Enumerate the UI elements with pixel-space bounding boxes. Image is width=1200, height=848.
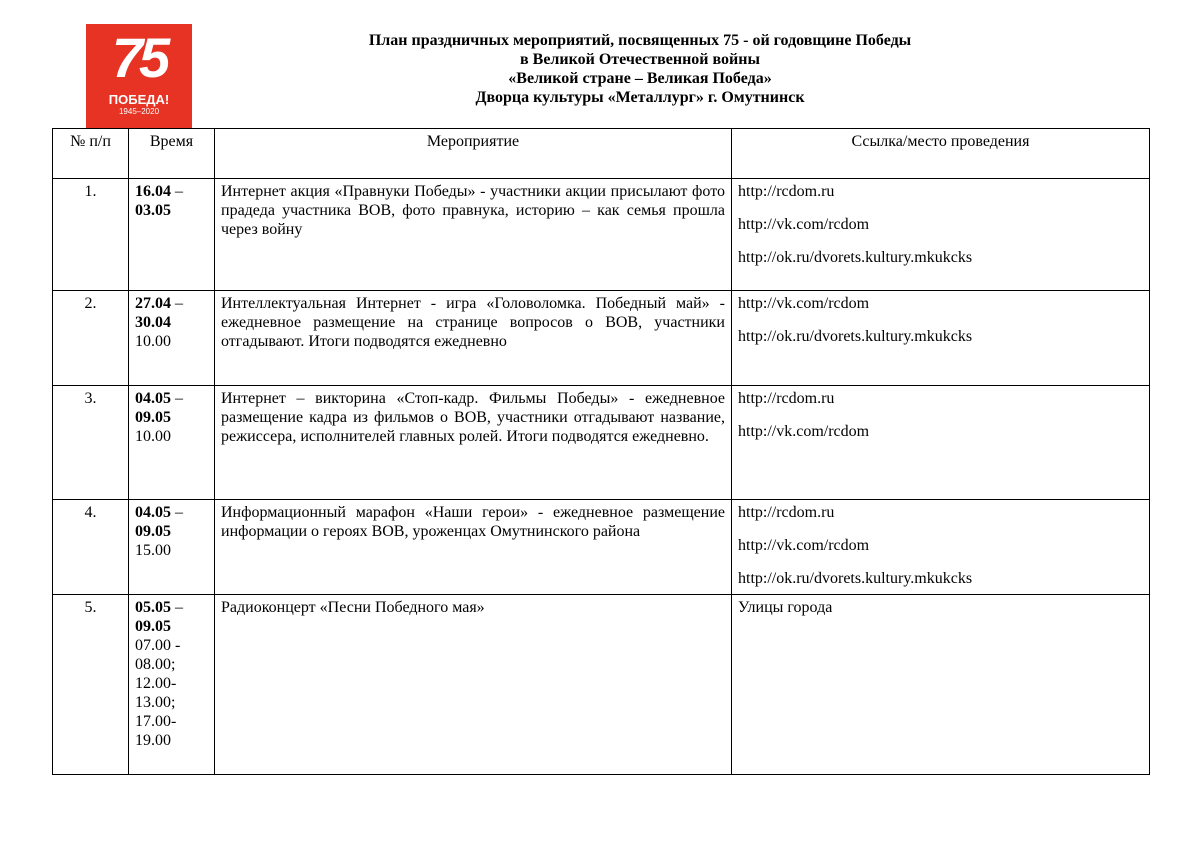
time-slot: 07.00 - xyxy=(135,637,181,654)
event-description: Интернет – викторина «Стоп-кадр. Фильмы Победы» - ежедневное размещение кадра из фильмов о ВОВ, участники отгадывают название, режиссера, исполнителей главных ролей. Итоги подводятся ежедневно. xyxy=(215,386,732,500)
date-end: 30.04 xyxy=(135,314,171,331)
header-event: Мероприятие xyxy=(215,129,732,179)
title-line-1: План праздничных мероприятий, посвященных 75 - ой годовщине Победы xyxy=(368,32,912,49)
event-link[interactable]: http://vk.com/rcdom xyxy=(738,216,870,233)
event-link[interactable]: http://vk.com/rcdom xyxy=(738,423,870,440)
table-row xyxy=(53,179,1150,291)
row-number: 1. xyxy=(53,179,129,291)
document-title xyxy=(200,31,1080,107)
event-place: Улицы города xyxy=(738,599,833,616)
event-description: Интернет акция «Правнуки Победы» - участники акции присылают фото прадеда участника ВОВ, фото правнука, историю – как семья прошла через войну xyxy=(215,179,732,291)
title-line-2: в Великой Отечественной войны xyxy=(520,51,760,68)
event-location xyxy=(732,291,1150,386)
table-row xyxy=(53,500,1150,595)
row-number: 4. xyxy=(53,500,129,595)
title-line-4: Дворца культуры «Металлург» г. Омутнинск xyxy=(475,89,805,106)
event-link[interactable]: http://vk.com/rcdom xyxy=(738,295,870,312)
table-row xyxy=(53,291,1150,386)
victory-75-logo xyxy=(86,24,192,128)
event-location xyxy=(732,179,1150,291)
time-slot: 12.00- xyxy=(135,675,177,692)
date-start: 04.05 xyxy=(135,504,171,521)
row-time: 04.05 – 09.05 10.00 xyxy=(129,386,215,500)
table-row xyxy=(53,386,1150,500)
logo-number: 75 xyxy=(111,26,167,89)
event-link[interactable]: http://vk.com/rcdom xyxy=(738,537,870,554)
logo-years: 1945–2020 xyxy=(118,107,160,116)
time-slot: 17.00- xyxy=(135,713,177,730)
row-time: 05.05 – 09.05 07.00 - 08.00; 12.00- 13.00; 17.00- 19.00 xyxy=(129,595,215,775)
row-number: 5. xyxy=(53,595,129,775)
date-start: 16.04 xyxy=(135,183,171,200)
table-header-row xyxy=(53,129,1150,179)
header-time: Время xyxy=(129,129,215,179)
header-number: № п/п xyxy=(53,129,129,179)
date-end: 09.05 xyxy=(135,409,171,426)
logo-word: ПОБЕДА! xyxy=(108,92,170,107)
time-slot: 08.00; xyxy=(135,656,176,673)
event-link[interactable]: http://rcdom.ru xyxy=(738,183,835,200)
time-slot: 10.00 xyxy=(135,333,171,350)
time-slot: 15.00 xyxy=(135,542,171,559)
event-link[interactable]: http://rcdom.ru xyxy=(738,504,835,521)
table-body xyxy=(53,179,1150,775)
event-description: Радиоконцерт «Песни Победного мая» xyxy=(215,595,732,775)
date-start: 27.04 xyxy=(135,295,171,312)
row-number: 3. xyxy=(53,386,129,500)
row-number: 2. xyxy=(53,291,129,386)
header-location: Ссылка/место проведения xyxy=(732,129,1150,179)
date-end: 09.05 xyxy=(135,618,171,635)
event-location xyxy=(732,595,1150,775)
date-end: 09.05 xyxy=(135,523,171,540)
date-start: 05.05 xyxy=(135,599,171,616)
row-time: 16.04 – 03.05 xyxy=(129,179,215,291)
event-link[interactable]: http://ok.ru/dvorets.kultury.mkukcks xyxy=(738,570,973,587)
event-link[interactable]: http://ok.ru/dvorets.kultury.mkukcks xyxy=(738,328,973,345)
event-description: Интеллектуальная Интернет - игра «Головоломка. Победный май» - ежедневное размещение на странице вопросов о ВОВ, участники отгадывают. Итоги подводятся ежедневно xyxy=(215,291,732,386)
date-end: 03.05 xyxy=(135,202,171,219)
title-line-3: «Великой стране – Великая Победа» xyxy=(508,70,772,87)
event-link[interactable]: http://rcdom.ru xyxy=(738,390,835,407)
table-row xyxy=(53,595,1150,775)
row-time: 27.04 – 30.04 10.00 xyxy=(129,291,215,386)
event-location xyxy=(732,386,1150,500)
time-slot: 19.00 xyxy=(135,732,171,749)
event-link[interactable]: http://ok.ru/dvorets.kultury.mkukcks xyxy=(738,249,973,266)
event-location xyxy=(732,500,1150,595)
time-slot: 13.00; xyxy=(135,694,176,711)
event-description: Информационный марафон «Наши герои» - ежедневное размещение информации о героях ВОВ, уроженцах Омутнинского района xyxy=(215,500,732,595)
date-start: 04.05 xyxy=(135,390,171,407)
events-table xyxy=(52,128,1150,775)
row-time: 04.05 – 09.05 15.00 xyxy=(129,500,215,595)
time-slot: 10.00 xyxy=(135,428,171,445)
